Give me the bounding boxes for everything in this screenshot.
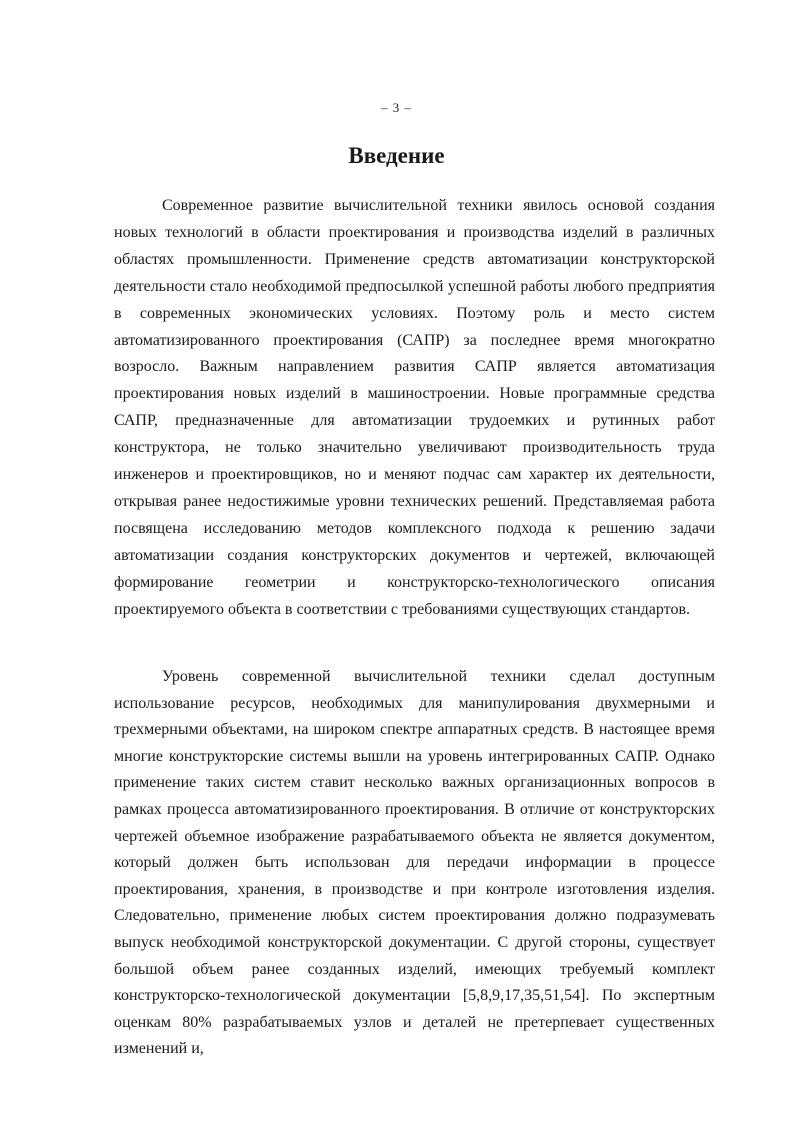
- page-number: – 3 –: [381, 100, 412, 115]
- paragraph-1: Современное развитие вычислительной техники явилось основой создания новых технологий в области проектирования и производства изделий в различных областях промышленности. Применение средств автоматизации конструкторской деятельности стало необходимой предпосылкой успешной работы любого предприятия в современных экономических условиях. Поэтому роль и место систем автоматизированного проектирования (САПР) за последнее время многократно возросло. Важным направлением развития САПР является автоматизация проектирования новых изделий в машиностроении. Новые программные средства САПР, предназначенные для автоматизации трудоемких и рутинных работ конструктора, не только значительно увеличивают производительность труда инженеров и проектировщиков, но и меняют подчас сам характер их деятельности, открывая ранее недостижимые уровни технических решений. Представляемая работа посвящена исследованию методов комплексного подхода к решению задачи автоматизации создания конструкторских документов и чертежей, включающей формирование геометрии и конструкторско-технологического описания проектируемого объекта в соответствии с требованиями существующих стандартов.: [114, 197, 715, 618]
- section-title: Введение: [348, 143, 445, 168]
- paragraph-2: Уровень современной вычислительной техники сделал доступным использование ресурсов, необходимых для манипулирования двухмерными и трехмерными объектами, на широком спектре аппаратных средств. В настоящее время многие конструкторские системы вышли на уровень интегрированных САПР. Однако применение таких систем ставит несколько важных организационных вопросов в рамках процесса автоматизированного проектирования. В отличие от конструкторских чертежей объемное изображение разрабатываемого объекта не является документом, который должен быть использован для передачи информации в процессе проектирования, хранения, в производстве и при контроле изготовления изделия. Следовательно, применение любых систем проектирования должно подразумевать выпуск необходимой конструкторской документации. С другой стороны, существует большой объем ранее созданных изделий, имеющих требуемый комплект конструкторско-технологической документации [5,8,9,17,35,51,54]. По экспертным оценкам 80% разрабатываемых узлов и деталей не претерпевает существенных изменений и,: [114, 668, 715, 1058]
